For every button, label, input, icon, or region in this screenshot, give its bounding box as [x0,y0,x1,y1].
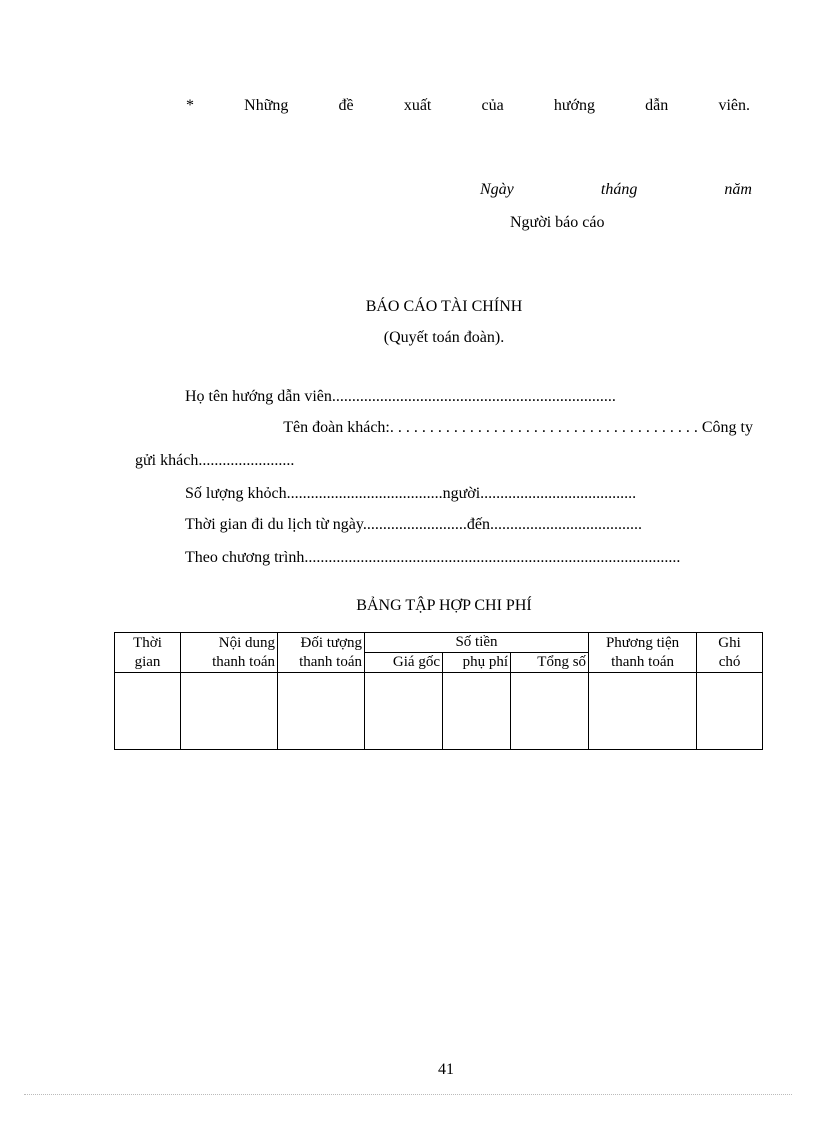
date-day-label: Ngày [480,181,514,198]
proposal-word: dẫn [645,97,669,114]
table-cell [443,673,511,750]
date-line [480,180,752,200]
header-surcharge: phụ phí [443,653,511,673]
header-payee-line: Đối tượng [300,634,362,651]
proposal-word: viên. [718,97,750,114]
header-note [697,633,763,673]
header-method [589,633,697,673]
header-base-price: Giá gốc [365,653,443,673]
proposal-word: của [481,97,504,114]
header-total: Tổng số [511,653,589,673]
header-note-line: Ghi [718,634,741,651]
reporter-label: Người báo cáo [510,214,605,231]
header-time [115,633,181,673]
header-content [181,633,278,673]
cost-table [114,632,763,750]
report-title: BÁO CÁO TÀI CHÍNH [365,298,523,315]
table-row [115,673,763,750]
proposal-line [186,96,750,116]
table-cell [278,673,365,750]
report-subtitle: (Quyết toán đoàn). [383,329,505,346]
page-bottom-rule [24,1094,792,1095]
table-cell [511,673,589,750]
proposal-word: hướng [553,97,596,114]
header-time-line: gian [134,653,161,670]
proposal-word: đề [338,97,354,114]
proposal-bullet: * [186,97,194,114]
page-number: 41 [438,1061,454,1078]
date-year-label: năm [724,181,752,198]
form-group-name: Tên đoàn khách:. . . . . . . . . . . . . . . . . . . . . . . . . . . . . . . . . . . . . . . Công ty [283,419,753,436]
cost-table-title: BẢNG TẬP HỢP CHI PHÍ [356,597,532,614]
table-cell [697,673,763,750]
header-payee-line: thanh toán [299,653,362,670]
date-month-label: tháng [600,181,638,198]
header-content-line: thanh toán [212,653,275,670]
header-note-line: chó [718,653,741,670]
table-cell [181,673,278,750]
header-method-line: thanh toán [611,653,674,670]
form-travel-time: Thời gian đi du lịch từ ngày..........................đến...................................... [185,516,642,533]
form-group-name-cont: gửi khách........................ [135,452,295,469]
table-cell [365,673,443,750]
form-guide-name: Họ tên hướng dẫn viên....................................................................... [185,388,616,405]
form-program: Theo chương trình.............................................................................................. [185,549,681,566]
header-amount: Số tiền [365,633,589,653]
header-payee [278,633,365,673]
header-content-line: Nội dung [218,634,275,651]
table-cell [589,673,697,750]
proposal-word: Những [244,97,289,114]
header-method-line: Phương tiện [605,634,680,651]
table-cell [115,673,181,750]
proposal-word: xuất [403,97,432,114]
form-guest-count: Số lượng khỏch.......................................người....................................... [185,485,637,502]
header-time-line: Thời [133,634,162,651]
